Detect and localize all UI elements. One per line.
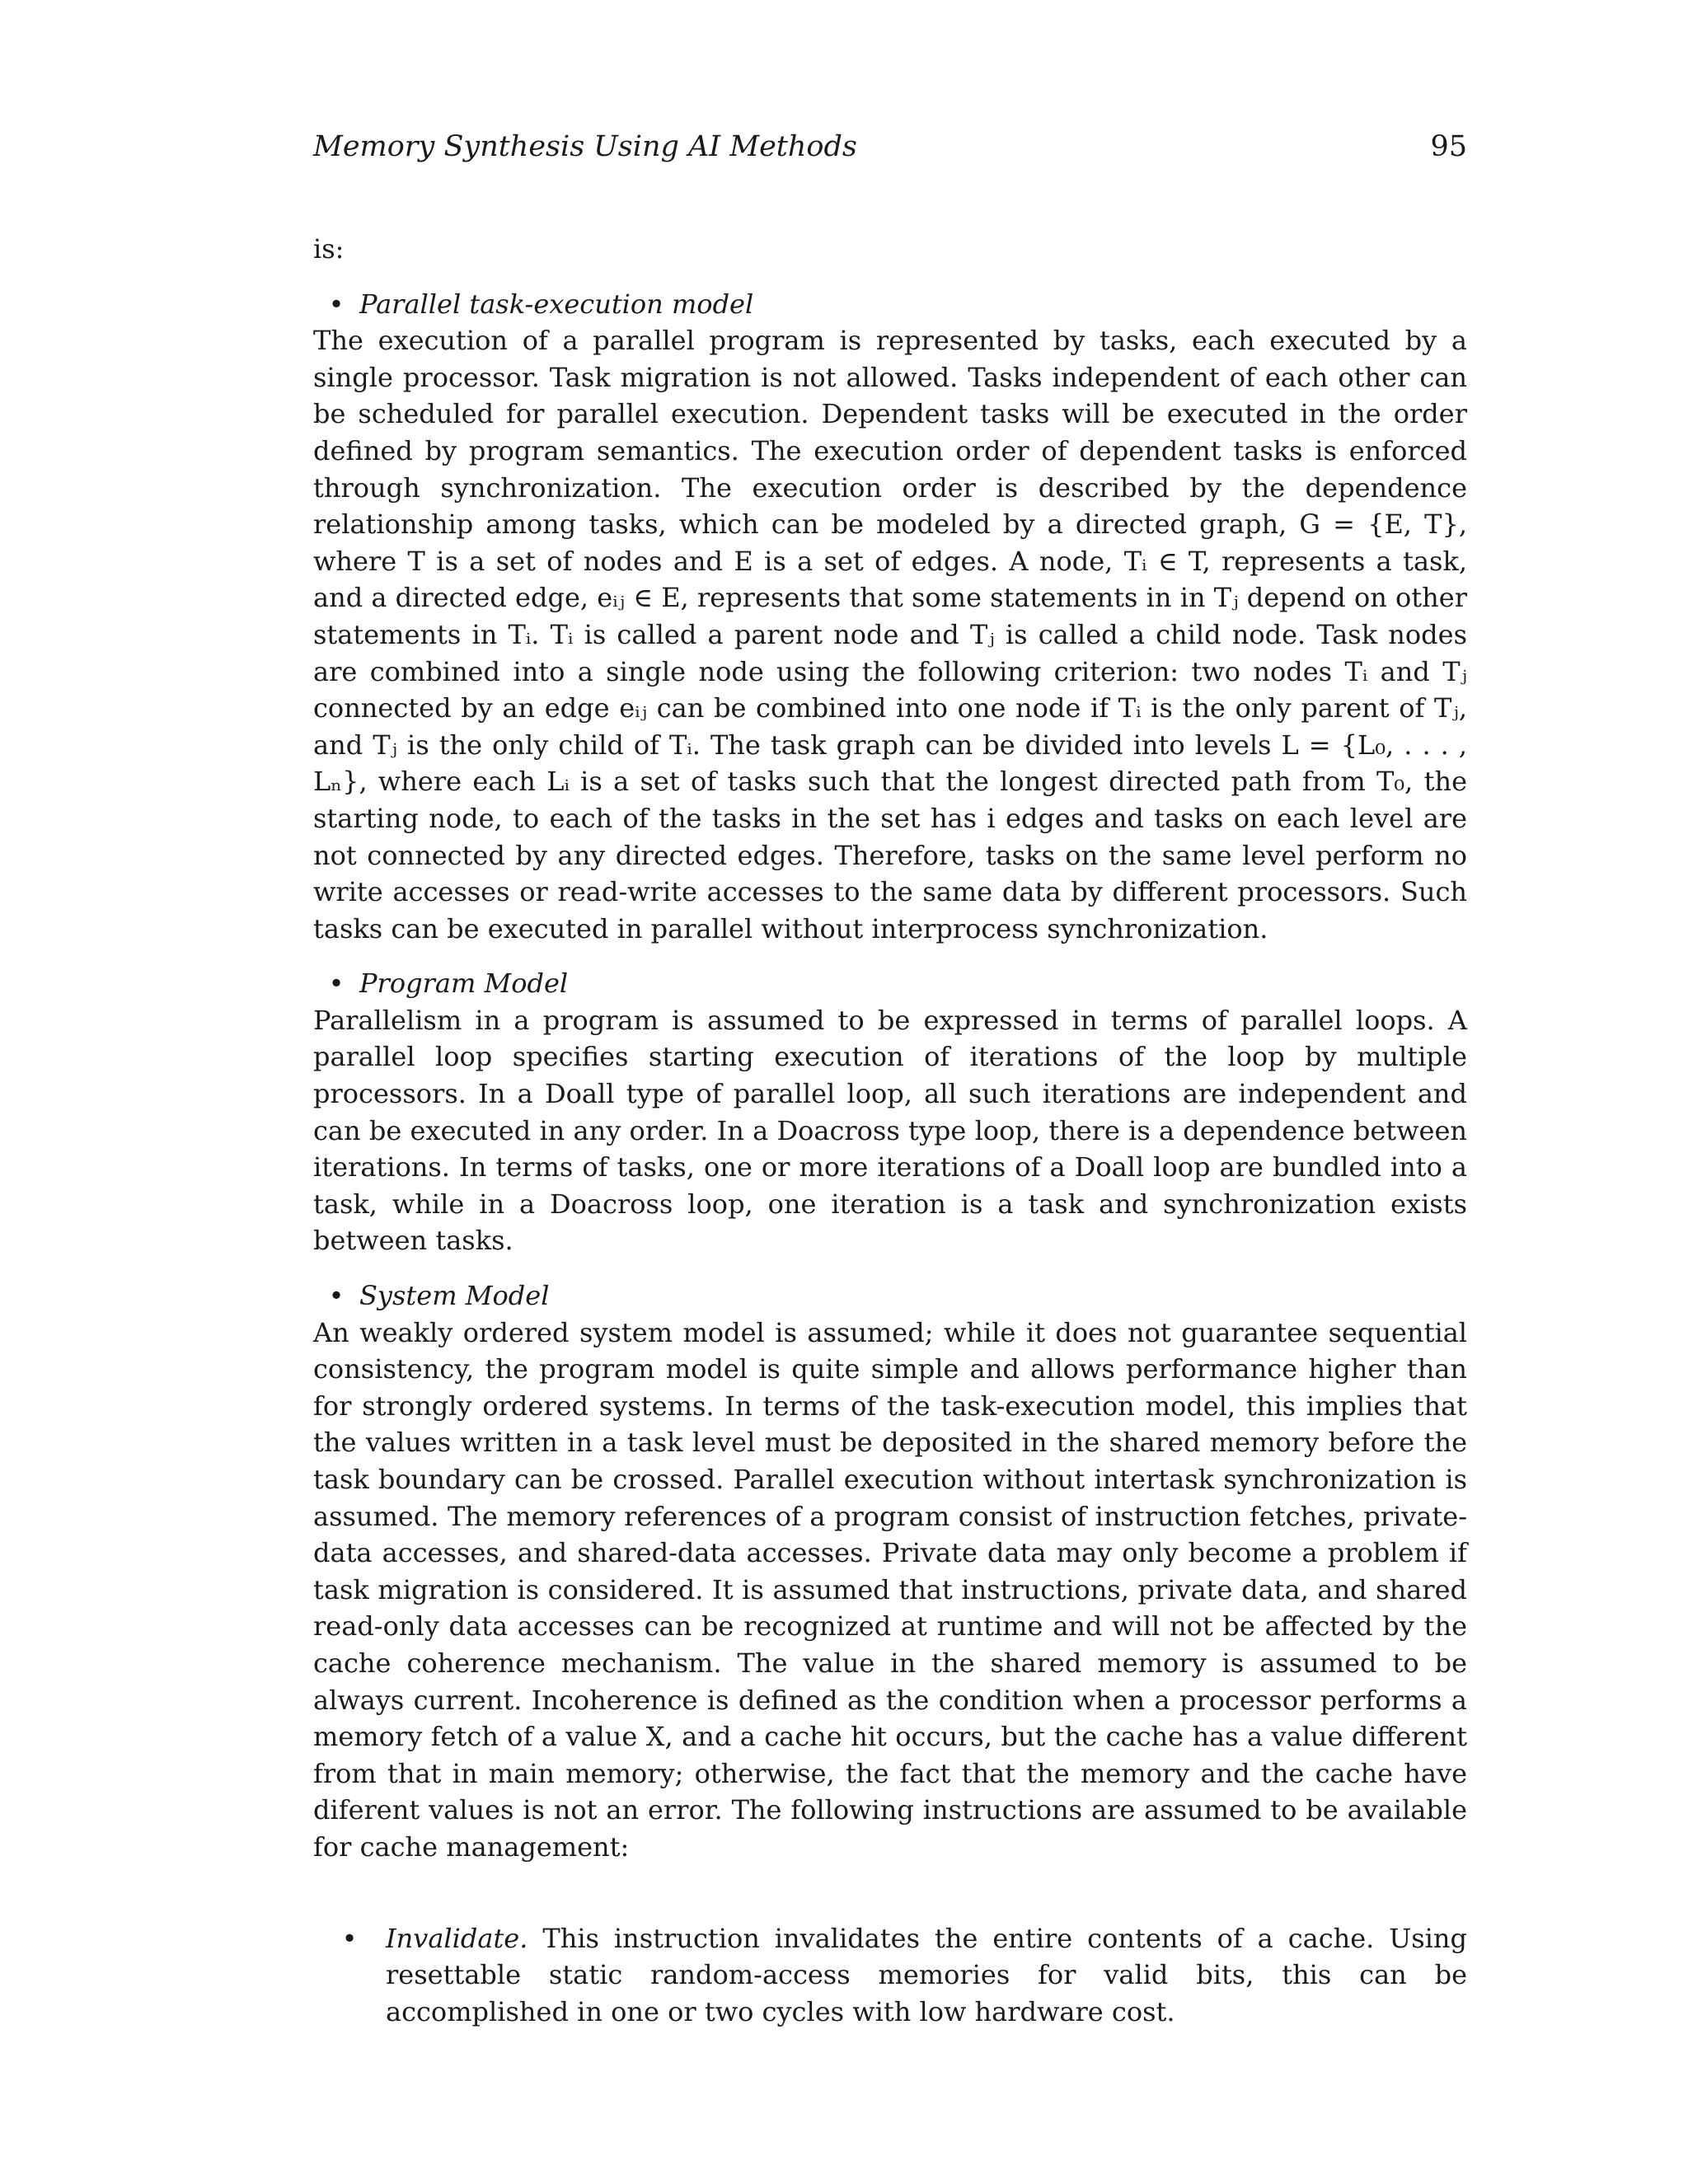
bullet-icon: • xyxy=(328,288,345,320)
section-system-model xyxy=(313,1277,1467,1866)
page-number: 95 xyxy=(1430,130,1467,163)
section-heading xyxy=(313,286,1467,323)
section-paragraph: An weakly ordered system model is assumed; while it does not guarantee sequential consistency, the program model is quite simple and allows performance higher than for strongly ordered systems. In terms of the task-execution model, this implies that the values written in a task level must be deposited in the shared memory before the task boundary can be crossed. Parallel execution without intertask synchronization is assumed. The memory references of a program consist of instruction fetches, private-data accesses, and shared-data accesses. Private data may only become a problem if task migration is considered. It is assumed that instructions, private data, and shared read-only data accesses can be recognized at runtime and will not be affected by the cache coherence mechanism. The value in the shared memory is assumed to be always current. Incoherence is defined as the condition when a processor performs a memory fetch of a value X, and a cache hit occurs, but the cache has a value different from that in main memory; otherwise, the fact that the memory and the cache have diferent values is not an error. The following instructions are assumed to be available for cache management: xyxy=(313,1316,1467,1863)
section-title: System Model xyxy=(359,1280,550,1312)
instruction-description: This instruction invalidates the entire contents of a cache. Using resettable static random-access memories for valid bits, this can be accomplished in one or two cycles with low hardware cost. xyxy=(386,1922,1468,2027)
section-program-model xyxy=(313,965,1467,1259)
bullet-icon: • xyxy=(328,1280,345,1312)
section-paragraph: The execution of a parallel program is represented by tasks, each executed by a single processor. Task migration is not allowed. Tasks independent of each other can be scheduled for parallel execution. Dependent tasks will be executed in the order defined by program semantics. The execution order of dependent tasks is enforced through synchronization. The execution order is described by the dependence relationship among tasks, which can be modeled by a directed graph, G = {E, T}, where T is a set of nodes and E is a set of edges. A node, Tᵢ ∈ T, represents a task, and a directed edge, eᵢⱼ ∈ E, represents that some statements in in Tⱼ depend on other statements in Tᵢ. Tᵢ is called a parent node and Tⱼ is called a child node. Task nodes are combined into a single node using the following criterion: two nodes Tᵢ and Tⱼ connected by an edge eᵢⱼ can be combined into one node if Tᵢ is the only parent of Tⱼ, and Tⱼ is the only child of Tᵢ. The task graph can be divided into levels L = {L₀, . . . , Lₙ}, where each Lᵢ is a set of tasks such that the longest directed path from T₀, the starting node, to each of the tasks in the set has i edges and tasks on each level are not connected by any directed edges. Therefore, tasks on the same level perform no write accesses or read-write accesses to the same data by different processors. Such tasks can be executed in parallel without interprocess synchronization. xyxy=(313,325,1467,944)
body-text xyxy=(313,231,1467,2030)
running-title: Memory Synthesis Using AI Methods xyxy=(313,130,857,163)
instruction-term: Invalidate. xyxy=(386,1922,528,1954)
running-head xyxy=(313,130,1467,163)
instruction-item-invalidate xyxy=(313,1920,1467,2031)
section-title: Program Model xyxy=(359,968,569,1000)
section-heading xyxy=(313,965,1467,1002)
bullet-icon: • xyxy=(341,1922,358,1954)
bullet-icon: • xyxy=(328,968,345,1000)
instruction-text xyxy=(386,1920,1467,2031)
section-paragraph: Parallelism in a program is assumed to be expressed in terms of parallel loops. A parallel loop specifies starting execution of iterations of the loop by multiple processors. In a Doall type of parallel loop, all such iterations are independent and can be executed in any order. In a Doacross type loop, there is a dependence between iterations. In terms of tasks, one or more iterations of a Doall loop are bundled into a task, while in a Doacross loop, one iteration is a task and synchronization exists between tasks. xyxy=(313,1004,1467,1257)
section-title: Parallel task-execution model xyxy=(359,288,754,320)
section-heading xyxy=(313,1277,1467,1315)
lead-text: is: xyxy=(313,233,345,265)
section-task-model xyxy=(313,286,1467,948)
